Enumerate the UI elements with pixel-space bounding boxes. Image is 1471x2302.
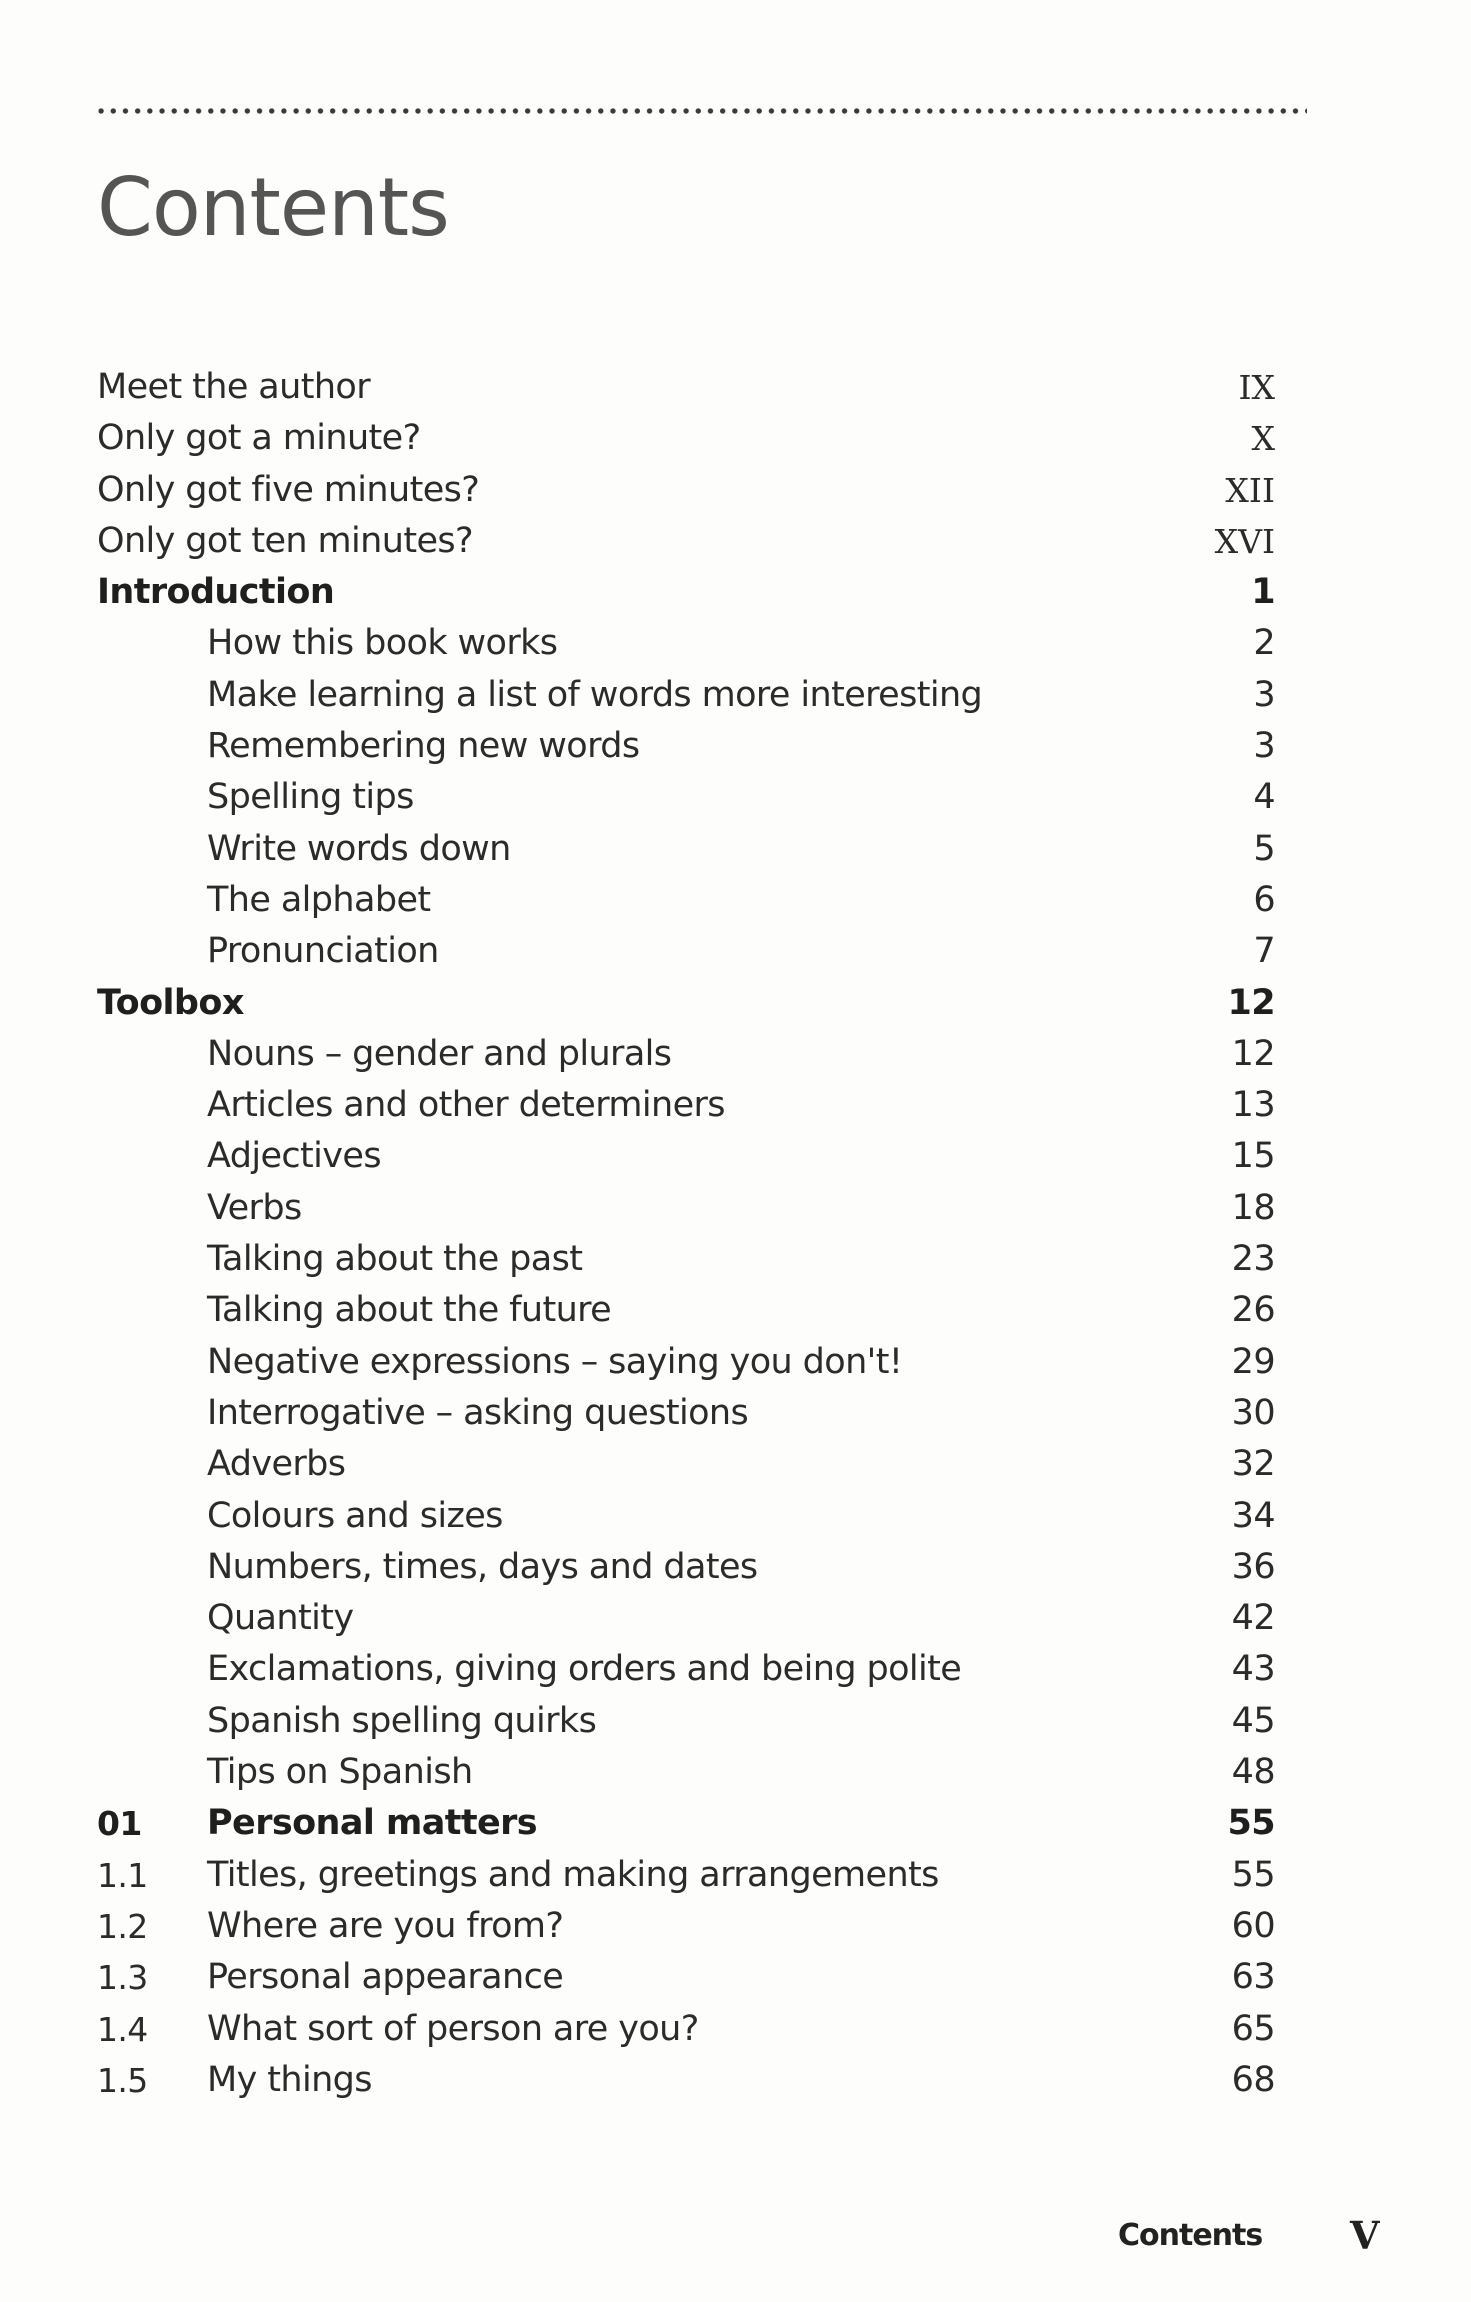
toc-entry-page: 18 xyxy=(1231,1187,1275,1228)
toc-entry[interactable] xyxy=(0,362,1471,413)
toc-entry-title: Articles and other determiners xyxy=(207,1085,725,1126)
toc-entry-title: Introduction xyxy=(97,572,335,613)
toc-entry-page: 3 xyxy=(1253,726,1275,767)
toc-entry[interactable] xyxy=(0,1388,1471,1439)
toc-entry-number: 01 xyxy=(97,1804,142,1844)
page-number: V xyxy=(1350,2213,1380,2258)
toc-entry[interactable] xyxy=(0,516,1471,567)
toc-entry[interactable] xyxy=(0,1952,1471,2003)
toc-entry-title: Personal matters xyxy=(207,1803,538,1844)
toc-entry-title: Negative expressions – saying you don't! xyxy=(207,1341,903,1382)
toc-entry-page: 1 xyxy=(1251,572,1275,613)
toc-entry-page: 29 xyxy=(1231,1341,1275,1382)
toc-entry-page: X xyxy=(1251,419,1275,459)
toc-entry-page: 12 xyxy=(1231,1033,1275,1074)
toc-entry[interactable] xyxy=(0,1542,1471,1593)
toc-entry-title: Toolbox xyxy=(97,982,244,1023)
toc-entry[interactable] xyxy=(0,721,1471,772)
toc-entry-title: My things xyxy=(207,2059,372,2100)
toc-entry-page: 48 xyxy=(1231,1752,1275,1793)
toc-entry-page: 13 xyxy=(1231,1085,1275,1126)
toc-entry[interactable] xyxy=(0,1029,1471,1080)
toc-entry[interactable] xyxy=(0,772,1471,823)
toc-entry[interactable] xyxy=(0,2004,1471,2055)
toc-entry-page: 6 xyxy=(1253,879,1275,920)
toc-entry-title: Talking about the past xyxy=(207,1239,583,1280)
toc-entry[interactable] xyxy=(0,567,1471,618)
toc-entry-title: Only got ten minutes? xyxy=(97,520,473,561)
toc-entry-page: IX xyxy=(1238,368,1275,407)
toc-entry[interactable] xyxy=(0,2055,1471,2106)
toc-entry-number: 1.5 xyxy=(97,2060,148,2100)
toc-entry[interactable] xyxy=(0,1696,1471,1747)
toc-entry-page: 45 xyxy=(1231,1700,1275,1741)
dotted-rule-divider xyxy=(95,107,1307,115)
toc-entry-page: 23 xyxy=(1231,1239,1275,1280)
toc-entry-page: 34 xyxy=(1231,1495,1275,1536)
toc-entry[interactable] xyxy=(0,1234,1471,1285)
toc-entry-title: Meet the author xyxy=(97,367,371,407)
toc-entry-title: Pronunciation xyxy=(207,931,439,972)
toc-entry-page: 15 xyxy=(1231,1136,1275,1177)
toc-entry-title: Spanish spelling quirks xyxy=(207,1700,597,1741)
toc-entry[interactable] xyxy=(0,1491,1471,1542)
toc-entry-page: 2 xyxy=(1253,623,1275,664)
toc-entry-title: Numbers, times, days and dates xyxy=(207,1546,758,1587)
toc-entry[interactable] xyxy=(0,824,1471,875)
toc-entry-title: Colours and sizes xyxy=(207,1495,503,1536)
toc-entry-number: 1.2 xyxy=(97,1906,148,1946)
toc-entry[interactable] xyxy=(0,1337,1471,1388)
toc-entry[interactable] xyxy=(0,618,1471,669)
toc-entry-page: 7 xyxy=(1253,931,1275,972)
toc-entry-page: 68 xyxy=(1231,2059,1275,2100)
page-title: Contents xyxy=(97,161,449,254)
toc-entry-page: 4 xyxy=(1253,777,1275,818)
toc-entry-page: 55 xyxy=(1231,1854,1275,1895)
toc-entry-title: Make learning a list of words more interesting xyxy=(207,674,983,715)
toc-entry[interactable] xyxy=(0,1593,1471,1644)
toc-entry[interactable] xyxy=(0,1644,1471,1695)
toc-entry-page: XII xyxy=(1225,470,1275,510)
toc-entry-number: 1.3 xyxy=(97,1958,148,1998)
toc-entry-title: Where are you from? xyxy=(207,1905,564,1946)
toc-entry[interactable] xyxy=(0,1183,1471,1234)
toc-entry-title: What sort of person are you? xyxy=(207,2008,699,2049)
toc-entry-title: Only got a minute? xyxy=(97,418,421,459)
running-footer-label: Contents xyxy=(1118,2218,1263,2253)
toc-entry[interactable] xyxy=(0,465,1471,516)
toc-entry[interactable] xyxy=(0,1439,1471,1490)
toc-entry-title: Titles, greetings and making arrangements xyxy=(207,1854,939,1895)
toc-entry-page: 12 xyxy=(1227,982,1275,1023)
toc-entry-page: 60 xyxy=(1231,1905,1275,1946)
toc-entry[interactable] xyxy=(0,1850,1471,1901)
toc-entry-page: 43 xyxy=(1231,1649,1275,1690)
toc-entry[interactable] xyxy=(0,978,1471,1029)
toc-entry-page: 55 xyxy=(1227,1803,1275,1844)
toc-entry-title: Personal appearance xyxy=(207,1957,564,1998)
toc-entry-number: 1.1 xyxy=(97,1855,148,1895)
toc-entry-page: 42 xyxy=(1231,1598,1275,1639)
toc-entry-page: 36 xyxy=(1231,1546,1275,1587)
toc-entry[interactable] xyxy=(0,926,1471,977)
toc-entry-number: 1.4 xyxy=(97,2009,148,2049)
toc-entry[interactable] xyxy=(0,1131,1471,1182)
toc-entry-title: Verbs xyxy=(207,1187,302,1228)
toc-entry-page: 32 xyxy=(1231,1444,1275,1485)
toc-entry-title: Adverbs xyxy=(207,1444,346,1485)
toc-entry-title: Interrogative – asking questions xyxy=(207,1392,749,1433)
toc-entry[interactable] xyxy=(0,413,1471,464)
toc-entry-title: Remembering new words xyxy=(207,726,640,767)
toc-entry[interactable] xyxy=(0,1798,1471,1849)
toc-entry-page: 65 xyxy=(1231,2008,1275,2049)
toc-entry[interactable] xyxy=(0,1747,1471,1798)
toc-entry-page: 63 xyxy=(1231,1957,1275,1998)
toc-entry-page: 30 xyxy=(1231,1392,1275,1433)
toc-entry-page: XVI xyxy=(1214,521,1275,561)
table-of-contents xyxy=(0,362,1471,2106)
toc-entry-title: Talking about the future xyxy=(207,1290,612,1331)
toc-entry-title: Quantity xyxy=(207,1598,354,1639)
toc-entry-title: Nouns – gender and plurals xyxy=(207,1033,672,1074)
toc-entry-title: Exclamations, giving orders and being polite xyxy=(207,1649,962,1690)
toc-entry[interactable] xyxy=(0,875,1471,926)
toc-entry-title: Only got five minutes? xyxy=(97,469,480,510)
toc-entry[interactable] xyxy=(0,1080,1471,1131)
toc-entry-title: Tips on Spanish xyxy=(207,1752,473,1793)
toc-entry-title: How this book works xyxy=(207,623,558,664)
toc-entry[interactable] xyxy=(0,1285,1471,1336)
toc-entry-title: Write words down xyxy=(207,828,511,869)
toc-entry-page: 5 xyxy=(1253,828,1275,869)
toc-entry[interactable] xyxy=(0,670,1471,721)
toc-entry-title: Spelling tips xyxy=(207,777,414,818)
toc-entry-page: 26 xyxy=(1231,1290,1275,1331)
toc-entry[interactable] xyxy=(0,1901,1471,1952)
toc-entry-title: The alphabet xyxy=(207,879,431,920)
toc-entry-page: 3 xyxy=(1253,674,1275,715)
toc-entry-title: Adjectives xyxy=(207,1136,381,1177)
